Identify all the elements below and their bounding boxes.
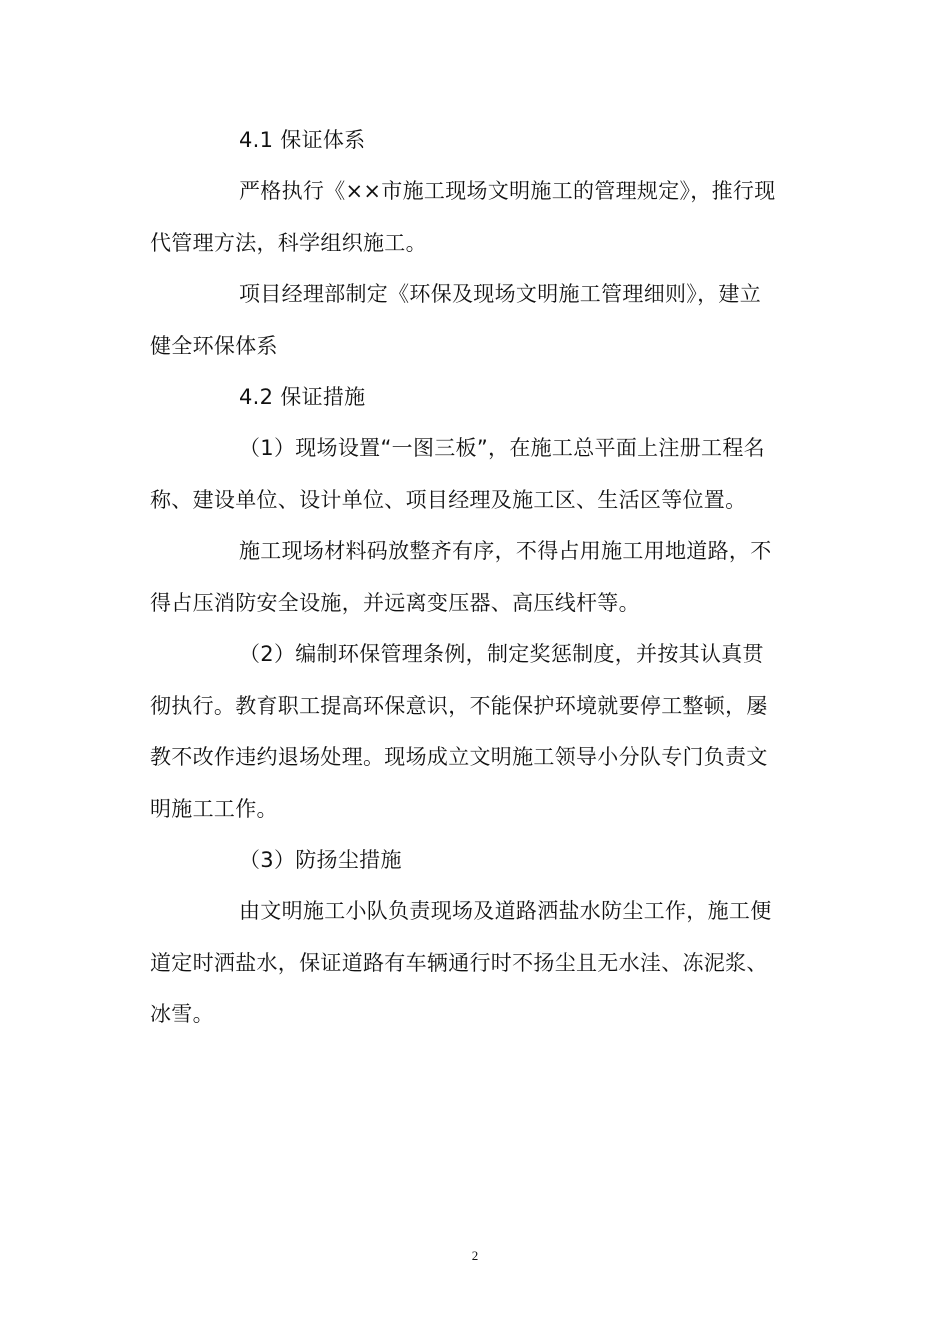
section-heading-4-1: 4.1 保证体系 [239, 128, 366, 152]
paragraph-line: 教不改作违约退场处理。现场成立文明施工领导小分队专门负责文 [150, 745, 768, 769]
paragraph-line: 明施工工作。 [150, 797, 278, 821]
section-heading-4-2: 4.2 保证措施 [239, 385, 366, 409]
paragraph-line: 严格执行《××市施工现场文明施工的管理规定》，推行现 [239, 179, 776, 203]
paragraph-line: 称、建设单位、设计单位、项目经理及施工区、生活区等位置。 [150, 488, 747, 512]
paragraph-line: 道定时洒盐水，保证道路有车辆通行时不扬尘且无水洼、冻泥浆、 [150, 951, 768, 975]
paragraph-line: 健全环保体系 [150, 334, 278, 358]
paragraph-line: 得占压消防安全设施，并远离变压器、高压线杆等。 [150, 591, 640, 615]
paragraph-line: （1）现场设置“一图三板”，在施工总平面上注册工程名 [239, 436, 765, 460]
paragraph-line: 项目经理部制定《环保及现场文明施工管理细则》，建立 [239, 282, 761, 306]
subsection-heading: （3）防扬尘措施 [239, 848, 402, 872]
paragraph-line: 冰雪。 [150, 1002, 214, 1026]
paragraph-line: 代管理方法，科学组织施工。 [150, 231, 427, 255]
paragraph-line: 施工现场材料码放整齐有序，不得占用施工用地道路，不 [239, 539, 772, 563]
paragraph-line: （2）编制环保管理条例，制定奖惩制度，并按其认真贯 [239, 642, 764, 666]
paragraph-line: 由文明施工小队负责现场及道路洒盐水防尘工作，施工便 [239, 899, 772, 923]
page-number: 2 [471, 1248, 479, 1263]
paragraph-line: 彻执行。教育职工提高环保意识，不能保护环境就要停工整顿，屡 [150, 694, 768, 718]
